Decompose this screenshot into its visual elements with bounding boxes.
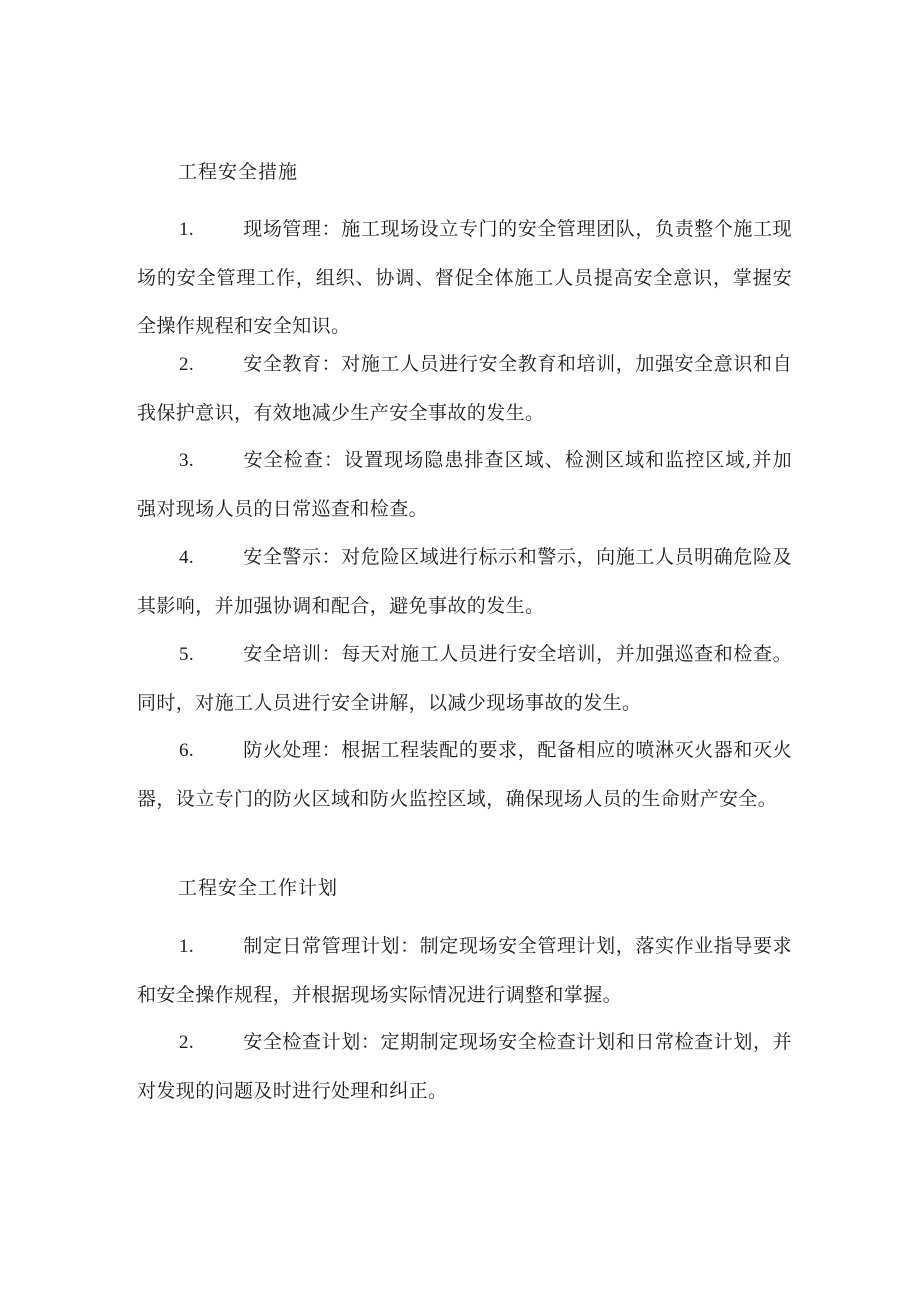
item-text: 制定日常管理计划：制定现场安全管理计划，落实作业指导要求和安全操作规程，并根据现场实际情况进行调整和掌握。 (137, 935, 792, 1006)
item-number: 1. (179, 219, 195, 240)
list-item (137, 1018, 792, 1115)
item-text: 安全警示：对危险区域进行标示和警示，向施工人员明确危险及其影响，并加强协调和配合，避免事故的发生。 (137, 546, 792, 617)
item-number: 6. (179, 740, 195, 761)
list-item (137, 630, 792, 727)
section-heading: 工程安全措施 (178, 161, 299, 183)
item-text: 安全检查计划：定期制定现场安全检查计划和日常检查计划，并对发现的问题及时进行处理和纠正。 (137, 1031, 792, 1102)
list-item (137, 922, 792, 1019)
list-item (137, 726, 792, 823)
item-text: 安全培训：每天对施工人员进行安全培训，并加强巡查和检查。同时，对施工人员进行安全讲解，以减少现场事故的发生。 (137, 643, 792, 714)
list-item (137, 340, 792, 437)
list-item (137, 533, 792, 630)
section-heading: 工程安全工作计划 (178, 877, 339, 899)
item-text: 防火处理：根据工程装配的要求，配备相应的喷淋灭火器和灭火器，设立专门的防火区域和防火监控区域，确保现场人员的生命财产安全。 (137, 739, 792, 810)
item-text: 安全教育：对施工人员进行安全教育和培训，加强安全意识和自我保护意识，有效地减少生产安全事故的发生。 (137, 353, 792, 424)
item-number: 1. (179, 936, 195, 957)
list-item (137, 205, 792, 350)
list-item (137, 436, 792, 533)
item-text: 现场管理：施工现场设立专门的安全管理团队，负责整个施工现场的安全管理工作，组织、协调、督促全体施工人员提高安全意识，掌握安全操作规程和安全知识。 (137, 218, 792, 337)
item-number: 5. (179, 644, 195, 665)
item-number: 3. (179, 450, 195, 471)
item-number: 2. (179, 1032, 195, 1053)
item-text: 安全检查：设置现场隐患排查区域、检测区域和监控区域,并加强对现场人员的日常巡查和检查。 (137, 449, 792, 520)
item-number: 4. (179, 547, 195, 568)
item-number: 2. (179, 354, 195, 375)
